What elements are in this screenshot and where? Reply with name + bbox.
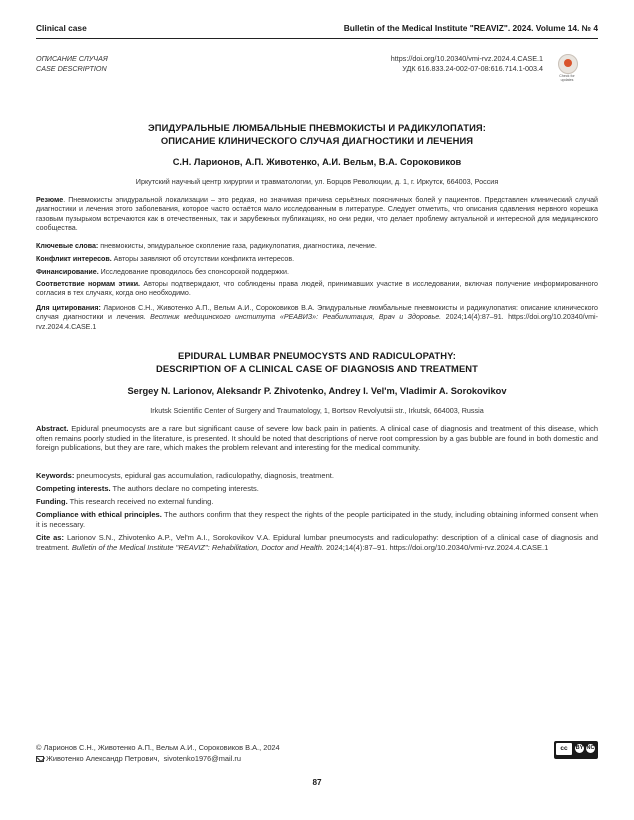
article-type-ru: ОПИСАНИЕ СЛУЧАЯ [36, 54, 108, 63]
competing-interests-en [36, 484, 598, 494]
citation-en-label: Cite as: [36, 533, 64, 542]
funding-en-label: Funding. [36, 497, 68, 506]
affiliation-ru: Иркутский научный центр хирургии и травматологии, ул. Борцов Революции, д. 1, г. Иркутск, 664003, Россия [135, 177, 499, 186]
title-en-line1: EPIDURAL LUMBAR PNEUMOCYSTS AND RADICULOPATHY: [177, 350, 457, 361]
section-label: Clinical case [36, 23, 87, 33]
funding-ru-text: Исследование проводилось без спонсорской поддержки. [98, 268, 289, 276]
ethics-ru [36, 280, 598, 299]
abstract-ru-label: Резюме [36, 196, 64, 204]
corresponding-author-name: Животенко Александр Петрович, [46, 754, 160, 763]
keywords-ru-label: Ключевые слова: [36, 242, 99, 250]
udc-code: УДК 616.833.24-002-07-08:616.714.1-003.4 [402, 64, 543, 73]
title-ru [36, 122, 598, 147]
cc-nc-icon: NC [586, 745, 595, 751]
ethics-en-label: Compliance with ethical principles. [36, 510, 162, 519]
footer-notes [36, 742, 280, 764]
abstract-ru [36, 196, 598, 233]
keywords-en-text: pneumocysts, epidural gas accumulation, radiculopathy, diagnosis, treatment. [74, 471, 334, 480]
ethics-ru-text: Авторы подтверждают, что соблюдены права людей, принимавших участие в исследовании, включая получение информированного согласия в тех случаях, когда оно необходимо. [36, 280, 598, 298]
abstract-en [36, 424, 598, 453]
article-type-en: CASE DESCRIPTION [36, 64, 107, 73]
cc-license-badge[interactable] [554, 741, 598, 759]
abstract-en-label: Abstract. [36, 424, 69, 433]
funding-en [36, 497, 598, 507]
ethics-ru-label: Соответствие нормам этики. [36, 280, 141, 288]
keywords-en-label: Keywords: [36, 471, 75, 480]
journal-issue: Bulletin of the Medical Institute "REAVIZ". 2024. Volume 14. № 4 [343, 23, 598, 33]
funding-ru-label: Финансирование. [36, 268, 99, 276]
article-type [36, 54, 108, 74]
mail-icon [36, 756, 44, 762]
citation-en-text: Larionov S.N., Zhivotenko A.P., Vel'm A.I., Sorokovikov V.A. Epidural lumbar pneumocysts and radiculopathy: description of a clinical case of diagnosis and treatment. [36, 533, 599, 552]
citation-ru-text: Ларионов С.Н., Животенко А.П., Вельм А.И., Сороковиков В.А. Эпидуральные люмбальные пневмокисты и радикулопатия: описание клинического случая диагностики и лечения. [36, 304, 598, 322]
title-ru-line1: ЭПИДУРАЛЬНЫЕ ЛЮМБАЛЬНЫЕ ПНЕВМОКИСТЫ И РАДИКУЛОПАТИЯ: [148, 122, 486, 133]
funding-ru [36, 268, 598, 277]
corresponding-author-email[interactable]: sivotenko1976@mail.ru [163, 754, 241, 763]
funding-en-text: This research received no external funding. [67, 497, 214, 506]
conflict-ru-label: Конфликт интересов. [36, 255, 112, 263]
authors-en: Sergey N. Larionov, Aleksandr P. Zhivotenko, Andrey I. Vel'm, Vladimir A. Sorokovikov [127, 386, 507, 396]
conflict-ru-text: Авторы заявляют об отсутствии конфликта интересов. [111, 255, 295, 263]
ethics-en [36, 510, 598, 529]
citation-ru-journal: Вестник медицинского института «РЕАВИЗ»: Реабилитация, Врач и Здоровье. [145, 313, 442, 322]
citation-ru-tail: 2024;14(4):87–91. https://doi.org/10.20340/vmi-rvz.2024.4.CASE.1 [36, 313, 598, 331]
corresponding-author [36, 753, 280, 764]
keywords-ru-text: пневмокисты, эпидуральное скопление газа, радикулопатия, диагностика, лечение. [98, 242, 377, 250]
affiliation-en: Irkutsk Scientific Center of Surgery and Traumatology, 1, Bortsov Revolyutsii str., Irkutsk, 664003, Russia [150, 406, 484, 415]
citation-en-journal: Bulletin of the Medical Institute "REAVIZ": Rehabilitation, Doctor and Health. [69, 542, 324, 552]
article-page [36, 0, 598, 820]
citation-ru [36, 304, 598, 332]
title-ru-line2: ОПИСАНИЕ КЛИНИЧЕСКОГО СЛУЧАЯ ДИАГНОСТИКИ И ЛЕЧЕНИЯ [160, 134, 474, 146]
abstract-ru-text: . Пневмокисты эпидуральной локализации – это редкая, но значимая причина серьёзных поясничных болей у пациентов. Представлен клинический случай диагностики и лечения этого заболевания, которое часто остаётся мало исследованным в литературе. Следует отметить, что описания сдавления нервного корешка газовым пузырьком встречаются как в отечественных, так и зарубежных публикациях, но они редки, что делает проблему актуальной и интересной для медицинского сообщества. [36, 196, 598, 232]
conflict-ru [36, 255, 598, 264]
citation-en [36, 533, 598, 552]
keywords-ru [36, 242, 598, 251]
authors-ru: С.Н. Ларионов, А.П. Животенко, А.И. Вельм, В.А. Сороковиков [172, 157, 462, 167]
citation-en-tail: 2024;14(4):87–91. https://doi.org/10.20340/vmi-rvz.2024.4.CASE.1 [323, 542, 549, 552]
check-for-updates-label: Check for updates [559, 74, 575, 83]
title-en-line2: DESCRIPTION OF A CLINICAL CASE OF DIAGNOSIS AND TREATMENT [155, 362, 479, 374]
running-header [36, 20, 598, 39]
title-en [36, 350, 598, 375]
check-for-updates-badge[interactable] [554, 53, 580, 86]
cc-by-icon: BY [575, 745, 584, 751]
doi-link[interactable]: https://doi.org/10.20340/vmi-rvz.2024.4.CASE.1 [390, 54, 543, 63]
ethics-en-text: The authors confirm that they respect the rights of the people participated in the study, including obtaining informed consent when it is necessary. [36, 510, 598, 529]
keywords-en [36, 471, 598, 481]
cc-logo-icon: cc [556, 743, 572, 755]
article-identifiers [391, 54, 543, 74]
abstract-en-text: Epidural pneumocysts are a rare but significant cause of severe low back pain in patients. A clinical case of diagnosis and treatment of this disease, which often remains poorly studied in the literature, is presented. It should be noted that descriptions of nerve root compression by a gas bubble are found in both domestic and foreign publications, but they are rare, which makes the problem relevant and interesting for the medical community. [36, 424, 598, 453]
citation-ru-label: Для цитирования: [36, 304, 101, 312]
page-number: 87 [312, 778, 322, 787]
competing-en-label: Competing interests. [36, 484, 111, 493]
check-for-updates-icon [558, 54, 578, 74]
competing-en-text: The authors declare no competing interests. [110, 484, 259, 493]
copyright-line: © Ларионов С.Н., Животенко А.П., Вельм А.И., Сороковиков В.А., 2024 [36, 743, 280, 752]
